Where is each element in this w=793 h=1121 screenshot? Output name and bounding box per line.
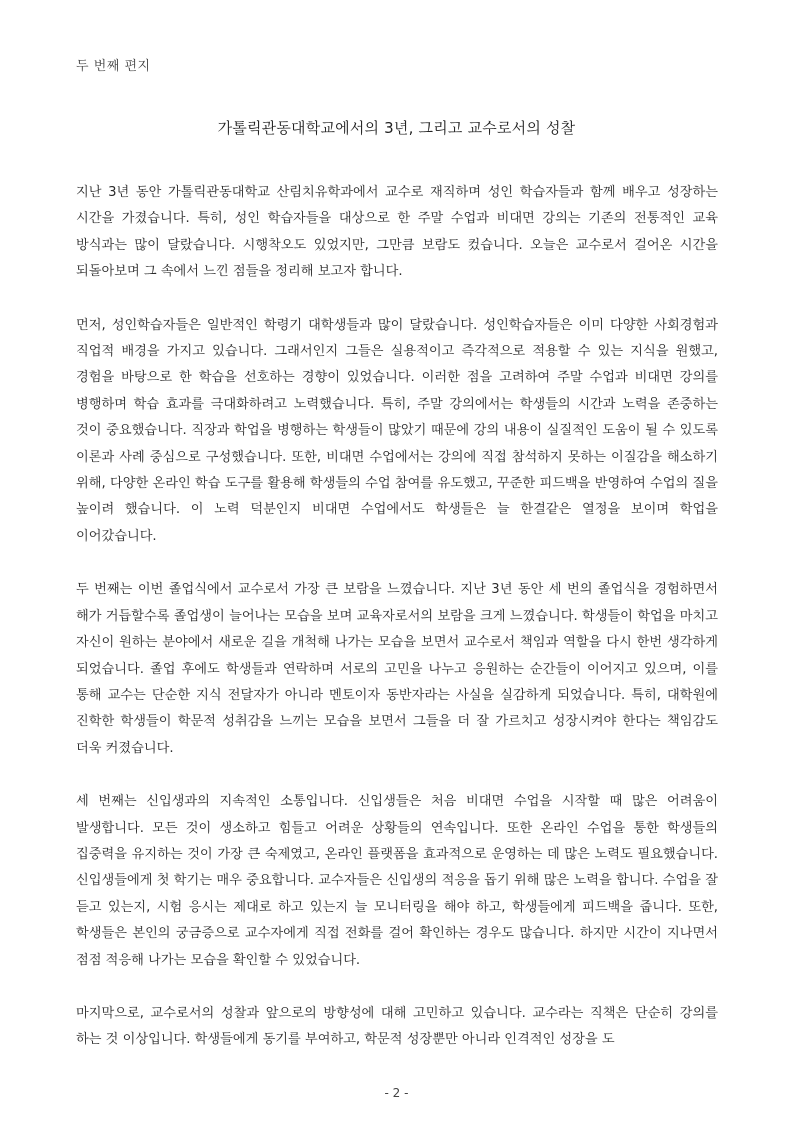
- letter-header: 두 번째 편지: [76, 59, 151, 74]
- paragraph-intro: 지난 3년 동안 가톨릭관동대학교 산림치유학과에서 교수로 재직하며 성인 학습자들과 함께 배우고 성장하는 시간을 가졌습니다. 특히, 성인 학습자들을 대상으로 한 주말 수업과 비대면 강의는 기존의 전통적인 교육 방식과는 많이 달랐습니다. 시행착오도 있었지만, 그만큼 보람도 컸습니다. 오늘은 교수로서 걸어온 시간을 되돌아보며 그 속에서 느낀 점들을 정리해 보고자 합니다.: [76, 185, 718, 280]
- paragraph-freshmen: 세 번째는 신입생과의 지속적인 소통입니다. 신입생들은 처음 비대면 수업을 시작할 때 많은 어려움이 발생합니다. 모든 것이 생소하고 힘들고 어려운 상황들의 연속입니다. 또한 온라인 수업을 통한 학생들의 집중력을 유지하는 것이 가장 큰 숙제였고, 온라인 플랫폼을 효과적으로 운영하는 데 많은 노력도 필요했습니다. 신입생들에게 첫 학기는 매우 중요합니다. 교수자들은 신입생의 적응을 돕기 위해 많은 노력을 합니다. 수업을 잘 듣고 있는지, 시험 응시는 제대로 하고 있는지 늘 모니터링을 해야 하고, 학생들에게 피드백을 줍니다. 또한, 학생들은 본인의 궁금증으로 교수자에게 직접 전화를 걸어 확인하는 경우도 많습니다. 하지만 시간이 지나면서 점점 적응해 나가는 모습을 확인할 수 있었습니다.: [76, 794, 718, 968]
- document-body: [76, 180, 718, 1081]
- paragraph-reflection: 마지막으로, 교수로서의 성찰과 앞으로의 방향성에 대해 고민하고 있습니다. 교수라는 직책은 단순히 강의를 하는 것 이상입니다. 학생들에게 동기를 부여하고, 학문적 성장뿐만 아니라 인격적인 성장을 도: [76, 1005, 718, 1048]
- paragraph-adult-learners: 먼저, 성인학습자들은 일반적인 학령기 대학생들과 많이 달랐습니다. 성인학습자들은 이미 다양한 사회경험과 직업적 배경을 가지고 있습니다. 그래서인지 그들은 실용적이고 즉각적으로 적용할 수 있는 지식을 원했고, 경험을 바탕으로 한 학습을 선호하는 경향이 있었습니다. 이러한 점을 고려하여 주말 수업과 비대면 강의를 병행하며 학습 효과를 극대화하려고 노력했습니다. 특히, 주말 강의에서는 학생들의 시간과 노력을 존중하는 것이 중요했습니다. 직장과 학업을 병행하는 학생들이 많았기 때문에 강의 내용이 실질적인 도움이 될 수 있도록 이론과 사례 중심으로 구성했습니다. 또한, 비대면 수업에서는 강의에 직접 참석하지 못하는 이질감을 해소하기 위해, 다양한 온라인 학습 도구를 활용해 학생들의 수업 참여를 유도했고, 꾸준한 피드백을 반영하여 수업의 질을 높이려 했습니다. 이 노력 덕분인지 비대면 수업에서도 학생들은 늘 한결같은 열정을 보이며 학업을 이어갔습니다.: [76, 317, 718, 544]
- paragraph-graduation: 두 번째는 이번 졸업식에서 교수로서 가장 큰 보람을 느꼈습니다. 지난 3년 동안 세 번의 졸업식을 경험하면서 해가 거듭할수록 졸업생이 늘어나는 모습을 보며 교육자로서의 보람을 크게 느꼈습니다. 학생들이 학업을 마치고 자신이 원하는 분야에서 새로운 길을 개척해 나가는 모습을 보면서 교수로서 책임과 역할을 다시 한번 생각하게 되었습니다. 졸업 후에도 학생들과 연락하며 서로의 고민을 나누고 응원하는 순간들이 이어지고 있으며, 이를 통해 교수는 단순한 지식 전달자가 아니라 멘토이자 동반자라는 사실을 실감하게 되었습니다. 특히, 대학원에 진학한 학생들이 학문적 성취감을 느끼는 모습을 보면서 그들을 더 잘 가르치고 성장시켜야 한다는 책임감도 더욱 커졌습니다.: [76, 582, 718, 756]
- document-title: 가톨릭관동대학교에서의 3년, 그리고 교수로서의 성찰: [217, 119, 576, 137]
- page-number: - 2 -: [384, 1086, 409, 1100]
